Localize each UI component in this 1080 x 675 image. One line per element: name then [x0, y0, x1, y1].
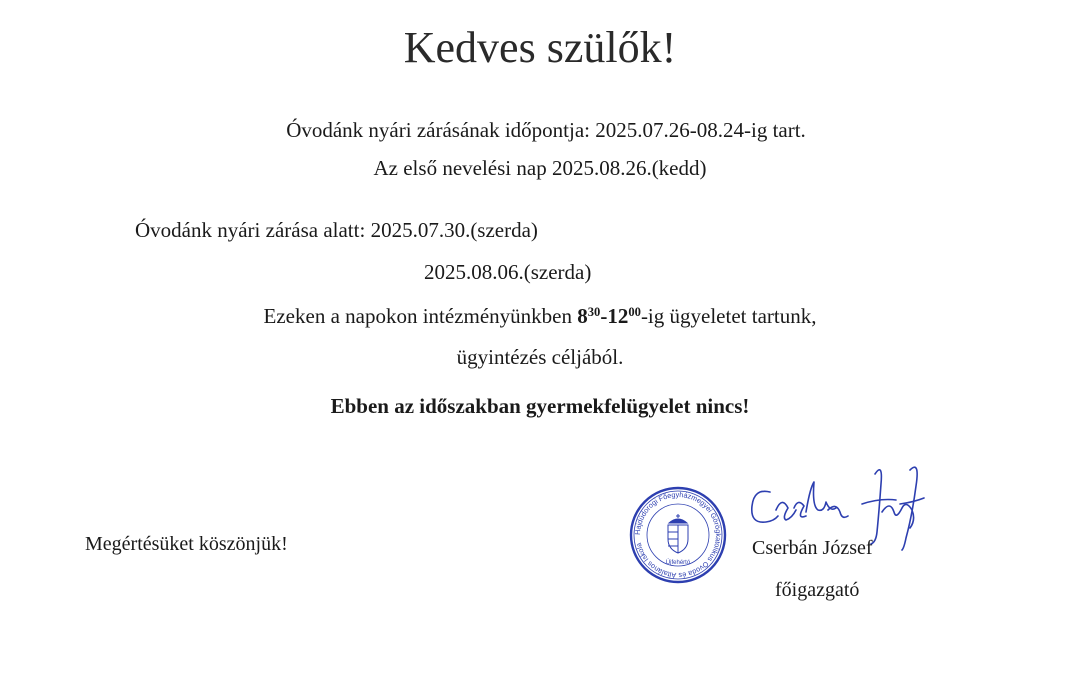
- duty-days-intro: Óvodánk nyári zárása alatt: 2025.07.30.(szerda): [135, 218, 538, 242]
- thanks-text: Megértésüket köszönjük!: [85, 533, 288, 555]
- first-day-text: Az első nevelési nap 2025.08.26.(kedd): [373, 156, 707, 180]
- office-hours-suffix: -ig ügyeletet tartunk,: [640, 304, 817, 328]
- warning-text: Ebben az időszakban gyermekfelügyelet nincs!: [330, 394, 750, 418]
- purpose-text: ügyintézés céljából.: [456, 345, 624, 369]
- start-minute: 30: [587, 305, 601, 320]
- signatory-role: főigazgató: [775, 579, 860, 601]
- closing-period-text: Óvodánk nyári zárásának időpontja: 2025.07.26-08.24-ig tart.: [286, 118, 806, 142]
- duty-day-second-date: 2025.08.06.(szerda): [424, 260, 592, 284]
- svg-text:Újfehértó: Újfehértó: [665, 560, 691, 566]
- official-stamp-icon: [628, 485, 728, 585]
- office-hours-text: [0, 304, 1080, 329]
- start-hour: 8: [577, 304, 588, 328]
- end-minute: 00: [628, 305, 641, 320]
- range-dash: -: [600, 304, 608, 328]
- stamp-ring-text: Hajdúdorogi Főegyházmegyei Görögkatolikus Óvoda és Általános Iskola: [632, 489, 724, 581]
- office-hours-prefix: Ezeken a napokon intézményünkben: [263, 304, 578, 328]
- hungarian-coat-of-arms-icon: [668, 514, 688, 553]
- page-title: Kedves szülők!: [403, 23, 677, 72]
- signatory-name: Cserbán József: [752, 537, 873, 559]
- office-hours-range: [577, 304, 641, 328]
- end-hour: 12: [607, 304, 629, 328]
